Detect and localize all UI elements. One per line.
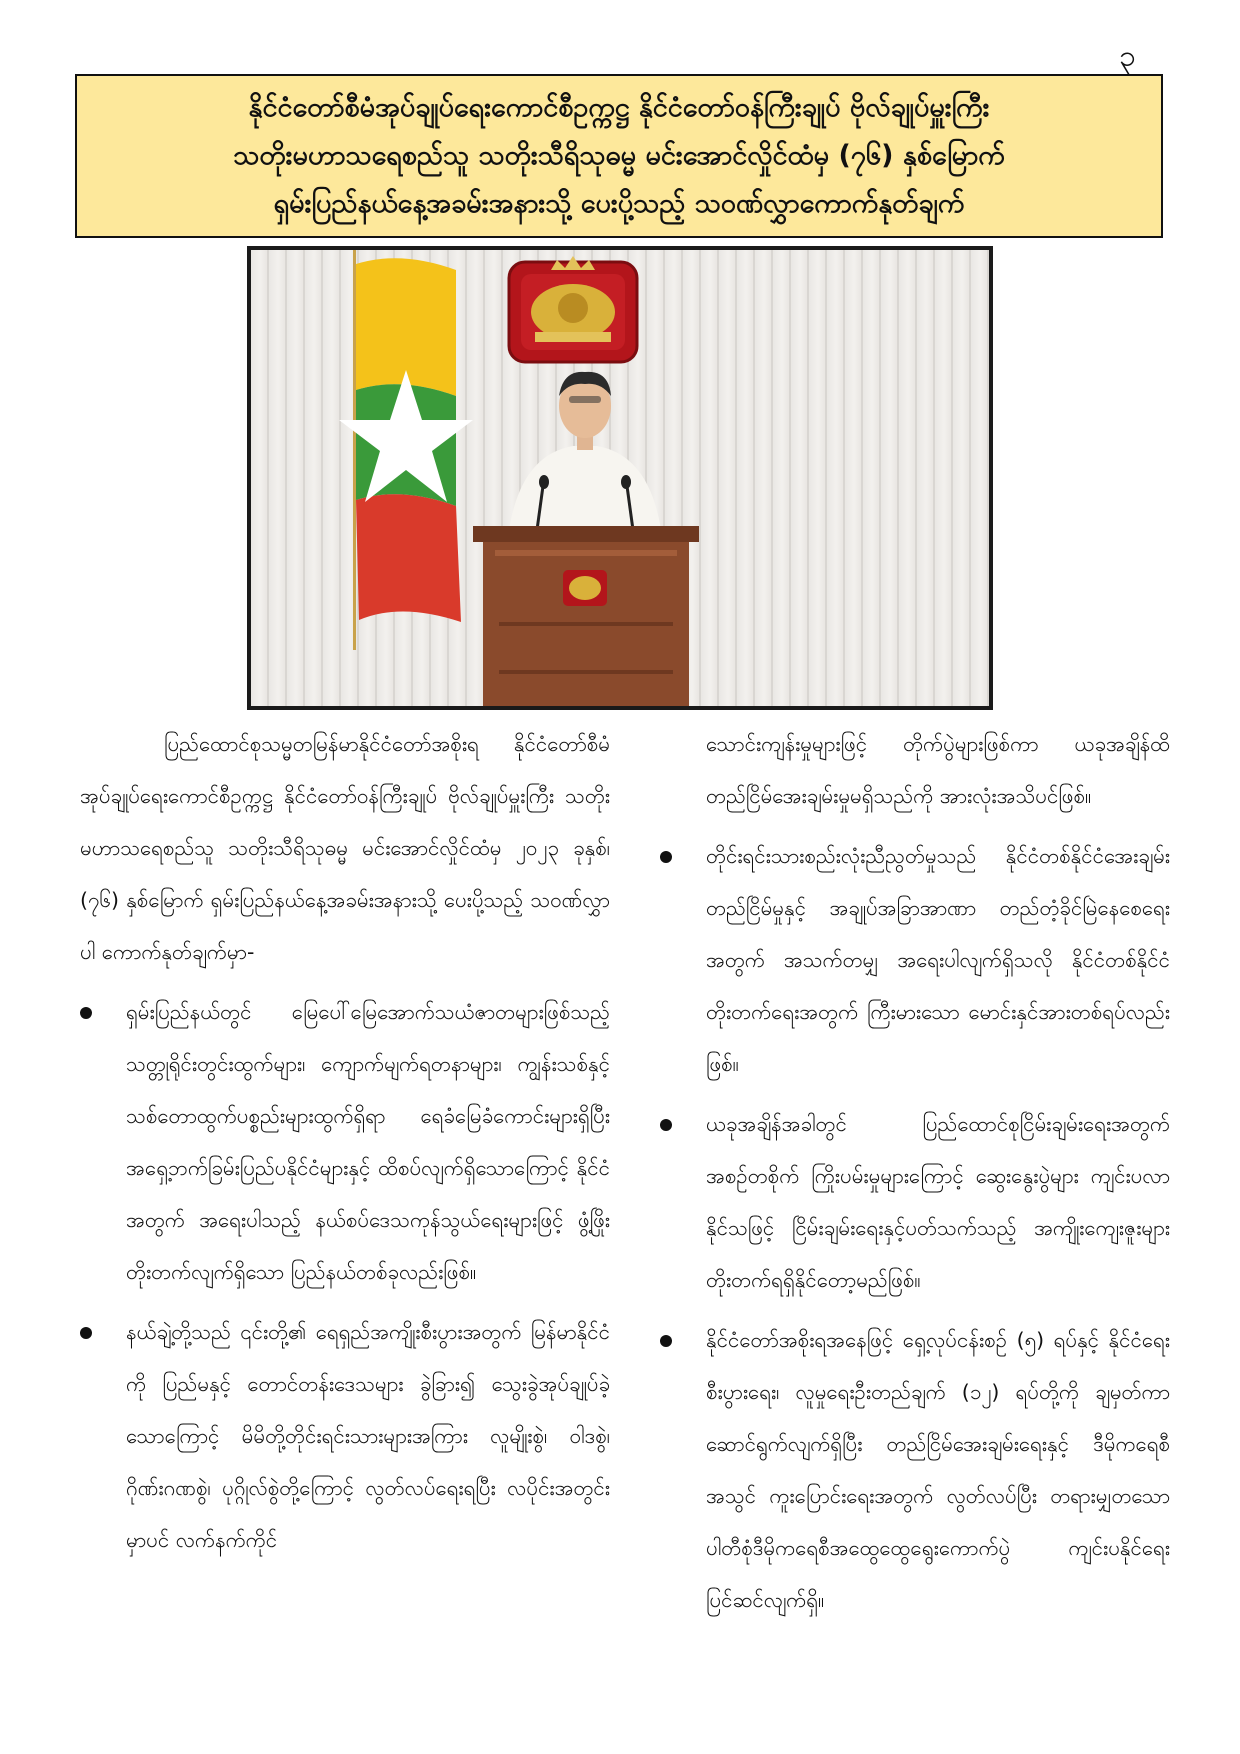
state-emblem-icon <box>509 256 637 362</box>
list-item <box>80 1306 610 1566</box>
page-number: ၃ <box>1119 39 1136 74</box>
list-item-text: သောင်းကျန်းမှုများဖြင့် တိုက်ပွဲများဖြစ်ကာ ယခုအချိန်ထိ တည်ငြိမ်အေးချမ်းမှုမရှိသည်ကို အားလုံးအသိပင်ဖြစ်။ <box>706 732 1170 808</box>
list-item-text: တိုင်းရင်းသားစည်းလုံးညီညွတ်မှုသည် နိုင်ငံတစ်နိုင်ငံအေးချမ်းတည်ငြိမ်မှုနှင့် အချုပ်အခြာအာဏာ တည်တံ့ခိုင်မြဲနေစေရေးအတွက် အသက်တမျှ အရေးပါလျက်ရှိသလို နိုင်ငံတစ်နိုင်ငံတိုးတက်ရေးအတွက် ကြီးမားသော မောင်းနှင်အားတစ်ရပ်လည်းဖြစ်။ <box>706 844 1170 1076</box>
left-column <box>80 718 610 1574</box>
bullet-dot <box>80 1007 92 1019</box>
title-line: သတိုးမဟာသရေစည်သူ သတိုးသီရိသုဓမ္မ မင်းအောင်လှိုင်ထံမှ (၇၆) နှစ်မြောက် <box>233 140 1005 171</box>
intro-paragraph: ပြည်ထောင်စုသမ္မတမြန်မာနိုင်ငံတော်အစိုးရ နိုင်ငံတော်စီမံအုပ်ချုပ်ရေးကောင်စီဥက္ကဋ္ဌ နိုင်ငံတော်ဝန်ကြီးချုပ် ဗိုလ်ချုပ်မှူးကြီး သတိုးမဟာသရေစည်သူ သတိုးသီရိသုဓမ္မ မင်းအောင်လှိုင်ထံမှ ၂၀၂၃ ခုနှစ်၊ (၇၆) နှစ်မြောက် ရှမ်းပြည်နယ်နေ့အခမ်းအနားသို့ ပေးပို့သည့် သဝဏ်လွှာပါ ကောက်နုတ်ချက်မှာ- <box>80 732 610 964</box>
list-item <box>660 1314 1170 1626</box>
list-item-text: နယ်ချဲ့တို့သည် ၎င်းတို့၏ ရေရှည်အကျိုးစီးပွားအတွက် မြန်မာနိုင်ငံကို ပြည်မနှင့် တောင်တန်းဒေသများ ခွဲခြား၍ သွေးခွဲအုပ်ချုပ်ခဲ့သောကြောင့် မိမိတို့တိုင်းရင်းသားများအကြား လူမျိုးစွဲ၊ ဝါဒစွဲ၊ ဂိုဏ်းဂဏစွဲ၊ ပုဂ္ဂိုလ်စွဲတို့ကြောင့် လွတ်လပ်ရေးရပြီး လပိုင်းအတွင်းမှာပင် လက်နက်ကိုင် <box>126 1320 610 1552</box>
list-item <box>660 830 1170 1090</box>
list-item-text: ရှမ်းပြည်နယ်တွင် မြေပေါ်မြေအောက်သယံဇာတများဖြစ်သည့် သတ္တုရိုင်းတွင်းထွက်များ၊ ကျောက်မျက်ရတနာများ၊ ကျွန်းသစ်နှင့် သစ်တောထွက်ပစ္စည်းများထွက်ရှိရာ ရေခံမြေခံကောင်းများရှိပြီး အရှေ့ဘက်ခြမ်းပြည်ပနိုင်ငံများနှင့် ထိစပ်လျက်ရှိသောကြောင့် နိုင်ငံအတွက် အရေးပါသည့် နယ်စပ်ဒေသကုန်သွယ်ရေးများဖြင့် ဖွံ့ဖြိုးတိုးတက်လျက်ရှိသော ပြည်နယ်တစ်ခုလည်းဖြစ်။ <box>126 1000 610 1284</box>
title-line: ရှမ်းပြည်နယ်နေ့အခမ်းအနားသို့ ပေးပို့သည့် သဝဏ်လွှာကောက်နုတ်ချက် <box>273 188 965 219</box>
bullet-dot <box>660 1335 672 1347</box>
list-item-continuation <box>660 718 1170 822</box>
speech-photo-illustration <box>251 250 989 706</box>
right-bullet-list <box>660 718 1170 1626</box>
title-line: နိုင်ငံတော်စီမံအုပ်ချုပ်ရေးကောင်စီဥက္ကဋ္ဌ နိုင်ငံတော်ဝန်ကြီးချုပ် ဗိုလ်ချုပ်မှူးကြီး <box>248 92 990 123</box>
bullet-dot <box>80 1327 92 1339</box>
podium-icon <box>473 526 699 706</box>
list-item <box>80 986 610 1298</box>
left-bullet-list <box>80 986 610 1566</box>
list-item <box>660 1098 1170 1306</box>
list-item-text: နိုင်ငံတော်အစိုးရအနေဖြင့် ရှေ့လုပ်ငန်းစဉ် (၅) ရပ်နှင့် နိုင်ငံရေး စီးပွားရေး၊ လူမှုရေးဦးတည်ချက် (၁၂) ရပ်တို့ကို ချမှတ်ကာ ဆောင်ရွက်လျက်ရှိပြီး တည်ငြိမ်အေးချမ်းရေးနှင့် ဒီမိုကရေစီအသွင် ကူးပြောင်းရေးအတွက် လွတ်လပ်ပြီး တရားမျှတသော ပါတီစုံဒီမိုကရေစီအထွေထွေရွေးကောက်ပွဲ ကျင်းပနိုင်ရေး ပြင်ဆင်လျက်ရှိ။ <box>706 1328 1170 1612</box>
title-box <box>75 74 1163 238</box>
list-item-text: ယခုအချိန်အခါတွင် ပြည်ထောင်စုငြိမ်းချမ်းရေးအတွက် အစဉ်တစိုက် ကြိုးပမ်းမှုများကြောင့် ဆွေးနွေးပွဲများ ကျင်းပလာနိုင်သဖြင့် ငြိမ်းချမ်းရေးနှင့်ပတ်သက်သည့် အကျိုးကျေးဇူးများ တိုးတက်ရရှိနိုင်တော့မည်ဖြစ်။ <box>706 1112 1170 1292</box>
speech-photo <box>247 246 993 710</box>
right-column <box>660 718 1170 1634</box>
bullet-dot <box>660 851 672 863</box>
myanmar-flag-icon <box>339 250 473 650</box>
bullet-dot <box>660 1119 672 1131</box>
